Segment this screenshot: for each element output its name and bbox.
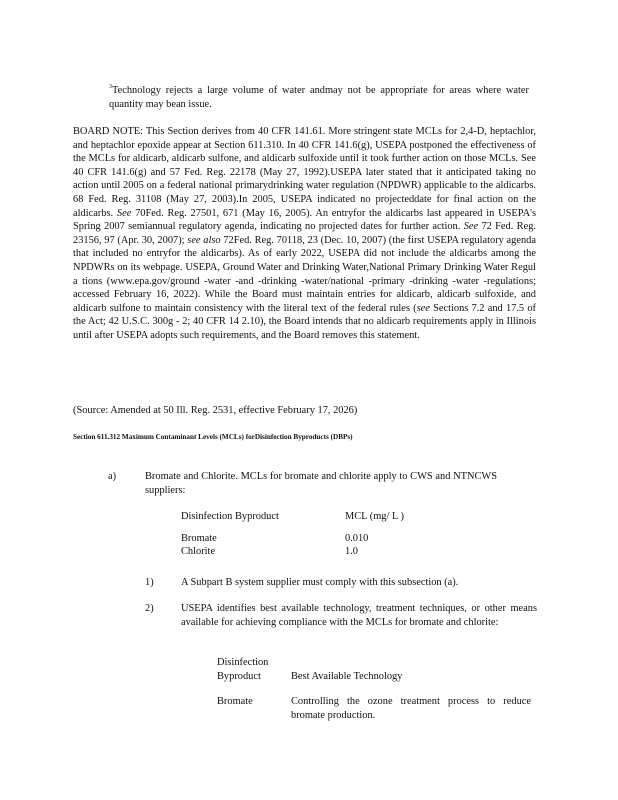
board-note-see-also: see also: [187, 234, 221, 246]
board-note: [73, 125, 536, 343]
board-note-see-3: see: [416, 302, 430, 314]
bat-table-cell-byproduct: Bromate: [217, 696, 253, 708]
footnote-marker: 3: [109, 84, 112, 90]
board-note-see-1: See: [116, 207, 132, 219]
bat-table-row: [217, 695, 537, 722]
mcl-table-cell-byproduct: Bromate: [181, 532, 217, 544]
bat-header-line-1: Disinfection: [217, 657, 269, 668]
item-a-marker: a): [108, 471, 117, 482]
mcl-table-header-mcl: MCL (mg/ L ): [345, 511, 404, 522]
footnote-text: Technology rejects a large volume of water andmay not be appropriate for areas where water quantity may bean issue.: [109, 85, 529, 110]
board-note-part-1: BOARD NOTE: This Section derives from 40 CFR 141.61. More stringent state MCLs for 2,4-D, heptachlor, and heptachlor epoxide appear at Section 611.310. In 40 CFR 141.6(g), USEPA postponed the effectiveness of the MCLs for aldicarb, aldicarb sulfone, and aldicarb sulfoxide until it took further action on those MCLs. See 40 CFR 141.6(g) and 57 Fed. Reg. 22178 (May 27, 1992).USEPA later stated that it anticipated taking no action until 2005 on a federal national primarydrinking water regulation (NPDWR) applicable to the aldicarbs. 68 Fed. Reg. 31108 (May 27, 2003).In 2005, USEPA indicated no projecteddate for final action on the aldicarbs.: [73, 126, 536, 219]
item-1-text: A Subpart B system supplier must comply with this subsection (a).: [181, 577, 459, 588]
bat-table: [217, 656, 537, 722]
bat-table-header-byproduct: [217, 656, 291, 683]
bat-header-line-2: Byproduct: [217, 670, 261, 682]
footnote: [109, 84, 529, 111]
item-a-text: Bromate and Chlorite. MCLs for bromate and chlorite apply to CWS and NTNCWS suppliers:: [145, 471, 497, 496]
mcl-table-row: [181, 545, 481, 559]
item-1-marker: 1): [145, 577, 154, 588]
mcl-table-header-row: [181, 510, 481, 524]
board-note-part-3: 72 Fed. Reg. 23156, 97 (Apr. 30, 2007);: [73, 221, 536, 246]
board-note-part-5: Sections 7.2 and 17.5 of the Act; 42 U.S.C. 300g - 2; 40 CFR 14 2.10), the Board intends that no aldicarb requirements apply in Illinois until after USEPA adopts such requirements, and the Board removes this statement.: [73, 302, 536, 341]
mcl-table-cell-mcl: 0.010: [345, 532, 369, 544]
mcl-table-row: [181, 532, 481, 546]
board-note-part-4: 72Fed. Reg. 70118, 23 (Dec. 10, 2007) (the first USEPA regulatory agenda that included no entryfor the aldicarbs). As of early 2022, USEPA did not include the aldicarbs among the NPDWRs on its webpage. USEPA, Ground Water and Drinking Water,National Primary Drinking Water Regul a tions (www.epa.gov/ground -water -and -drinking -water/national -primary -drinking -water -regulations; accessed February 16, 2022). While the Board must maintain entries for aldicarb, aldicarb sulfoxide, and aldicarb sulfone to maintain consistency with the literal text of the federal rules (: [73, 234, 536, 314]
bat-table-header-row: [217, 656, 537, 683]
mcl-table-cell-byproduct: Chlorite: [181, 546, 216, 558]
board-note-part-2: 70Fed. Reg. 27501, 671 (May 16, 2005). An entryfor the aldicarbs last appeared in USEPA's Spring 2007 semiannual regulatory agenda, indicating no projected dates for further action.: [73, 207, 536, 233]
source-note: (Source: Amended at 50 Ill. Reg. 2531, effective February 17, 2026): [73, 405, 358, 416]
bat-table-header-technology: Best Available Technology: [291, 670, 403, 682]
item-2-text: USEPA identifies best available technology, treatment techniques, or other means available for achieving compliance with the MCLs for bromate and chlorite:: [181, 603, 537, 628]
board-note-see-2: See: [463, 221, 479, 233]
mcl-table-cell-mcl: 1.0: [345, 546, 358, 558]
bat-table-cell-technology: Controlling the ozone treatment process to reduce bromate production.: [291, 696, 531, 721]
mcl-table-header-byproduct: Disinfection Byproduct: [181, 511, 279, 522]
mcl-table: [181, 510, 481, 559]
item-2-marker: 2): [145, 603, 154, 614]
section-heading: Section 611.312 Maximum Contaminant Levels (MCLs) forDisinfection Byproducts (DBPs): [73, 433, 353, 441]
